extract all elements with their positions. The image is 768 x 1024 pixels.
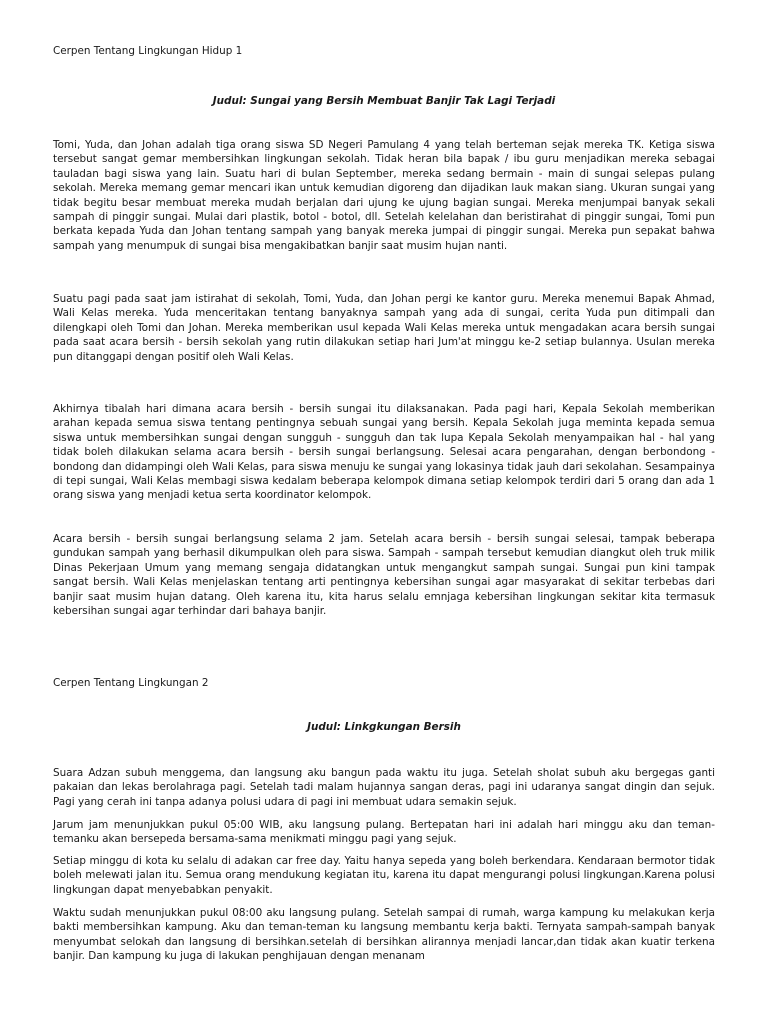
story-2-paragraph: Suara Adzan subuh menggema, dan langsung aku bangun pada waktu itu juga. Setelah sholat subuh aku bergegas ganti pakaian dan lekas berolahraga pagi. Setelah tadi malam hujannya sangan deras, pagi ini udaranya sangat dingin dan sejuk. Pagi yang cerah ini tanpa adanya polusi udara di pagi ini membuat udara semakin sejuk. [53,767,715,808]
story-2-paragraph: Waktu sudah menunjukkan pukul 08:00 aku langsung pulang. Setelah sampai di rumah, warga kampung ku melakukan kerja bakti membersihkan kampung. Aku dan teman-teman ku langsung membantu kerja bakti. Ternyata sampah-sampah banyak menyumbat selokah dan langsung di bersihkan.setelah di bersihkan alirannya menjadi lancar,dan tidak akan kuatir terkena banjir. Dan kampung ku juga di lakukan penghijauan dengan menanam [53,907,715,963]
story-2-title: Judul: Linkgkungan Bersih [307,721,461,733]
story-2-paragraph: Setiap minggu di kota ku selalu di adakan car free day. Yaitu hanya sepeda yang boleh berkendara. Kendaraan bermotor tidak boleh melewati jalan itu. Semua orang mendukung kegiatan itu, karena itu dapat mengurangi polusi lingkungan.Karena polusi lingkungan dapat menyebabkan penyakit. [53,855,715,896]
story-1-paragraph: Suatu pagi pada saat jam istirahat di sekolah, Tomi, Yuda, dan Johan pergi ke kantor guru. Mereka menemui Bapak Ahmad, Wali Kelas mereka. Yuda menceritakan tentang banyaknya sampah yang ada di sungai, cerita Yuda pun ditimpali dan dilengkapi oleh Tomi dan Johan. Mereka memberikan usul kepada Wali Kelas mereka untuk mengadakan acara bersih sungai pada saat acara bersih - bersih sekolah yang rutin dilakukan setiap hari Jum'at minggu ke-2 setiap bulannya. Usulan mereka pun ditanggapi dengan positif oleh Wali Kelas. [53,293,715,363]
story-2-label: Cerpen Tentang Lingkungan 2 [53,677,209,689]
story-1-title: Judul: Sungai yang Bersih Membuat Banjir Tak Lagi Terjadi [212,95,556,107]
story-1-paragraph: Tomi, Yuda, dan Johan adalah tiga orang siswa SD Negeri Pamulang 4 yang telah berteman sejak mereka TK. Ketiga siswa tersebut sangat gemar membersihkan lingkungan sekolah. Tidak heran bila bapak / ibu guru menjadikan mereka sebagai tauladan bagi siswa yang lain. Suatu hari di bulan September, mereka sedang bermain - main di sungai selepas pulang sekolah. Mereka memang gemar mencari ikan untuk kemudian digoreng dan dijadikan lauk makan siang. Ukuran sungai yang tidak begitu besar membuat mereka mudah berjalan dari ujung ke ujung bagian sungai. Mereka menjumpai banyak sekali sampah di pinggir sungai. Mulai dari plastik, botol - botol, dll. Setelah kelelahan dan beristirahat di pinggir sungai, Tomi pun berkata kepada Yuda dan Johan tentang sampah yang banyak mereka jumpai di pinggir sungai. Mereka pun sepakat bahwa sampah yang menumpuk di sungai bisa mengakibatkan banjir saat musim hujan nanti. [53,139,715,252]
story-1-paragraph: Acara bersih - bersih sungai berlangsung selama 2 jam. Setelah acara bersih - bersih sungai selesai, tampak beberapa gundukan sampah yang berhasil dikumpulkan oleh para siswa. Sampah - sampah tersebut kemudian diangkut oleh truk milik Dinas Pekerjaan Umum yang memang sengaja didatangkan untuk mengangkut sampah sungai. Sungai pun kini tampak sangat bersih. Wali Kelas menjelaskan tentang arti pentingnya kebersihan sungai agar masyarakat di sekitar terbebas dari banjir saat musim hujan datang. Oleh karena itu, kita harus selalu emnjaga kebersihan lingkungan sekitar kita termasuk kebersihan sungai agar terhindar dari bahaya banjir. [53,533,715,618]
story-1-paragraph: Akhirnya tibalah hari dimana acara bersih - bersih sungai itu dilaksanakan. Pada pagi hari, Kepala Sekolah memberikan arahan kepada semua siswa tentang pentingnya sebuah sungai yang bersih. Kepala Sekolah juga meminta kepada semua siswa untuk membersihkan sungai dengan sungguh - sungguh dan tak lupa Kepala Sekolah menyampaikan hal - hal yang tidak boleh dilakukan selama acara bersih - bersih sungai berlangsung. Selesai acara pengarahan, dengan berbondong - bondong dan didampingi oleh Wali Kelas, para siswa menuju ke sungai yang lokasinya tidak jauh dari sekolahan. Sesampainya di tepi sungai, Wali Kelas membagi siswa kedalam beberapa kelompok dimana setiap kelompok terdiri dari 5 orang dan ada 1 orang siswa yang menjadi ketua serta koordinator kelompok. [53,403,715,502]
story-1-label: Cerpen Tentang Lingkungan Hidup 1 [53,45,243,57]
story-2-paragraph: Jarum jam menunjukkan pukul 05:00 WIB, aku langsung pulang. Bertepatan hari ini adalah hari minggu aku dan teman-temanku akan bersepeda bersama-sama menikmati minggu pagi yang sejuk. [53,819,715,846]
